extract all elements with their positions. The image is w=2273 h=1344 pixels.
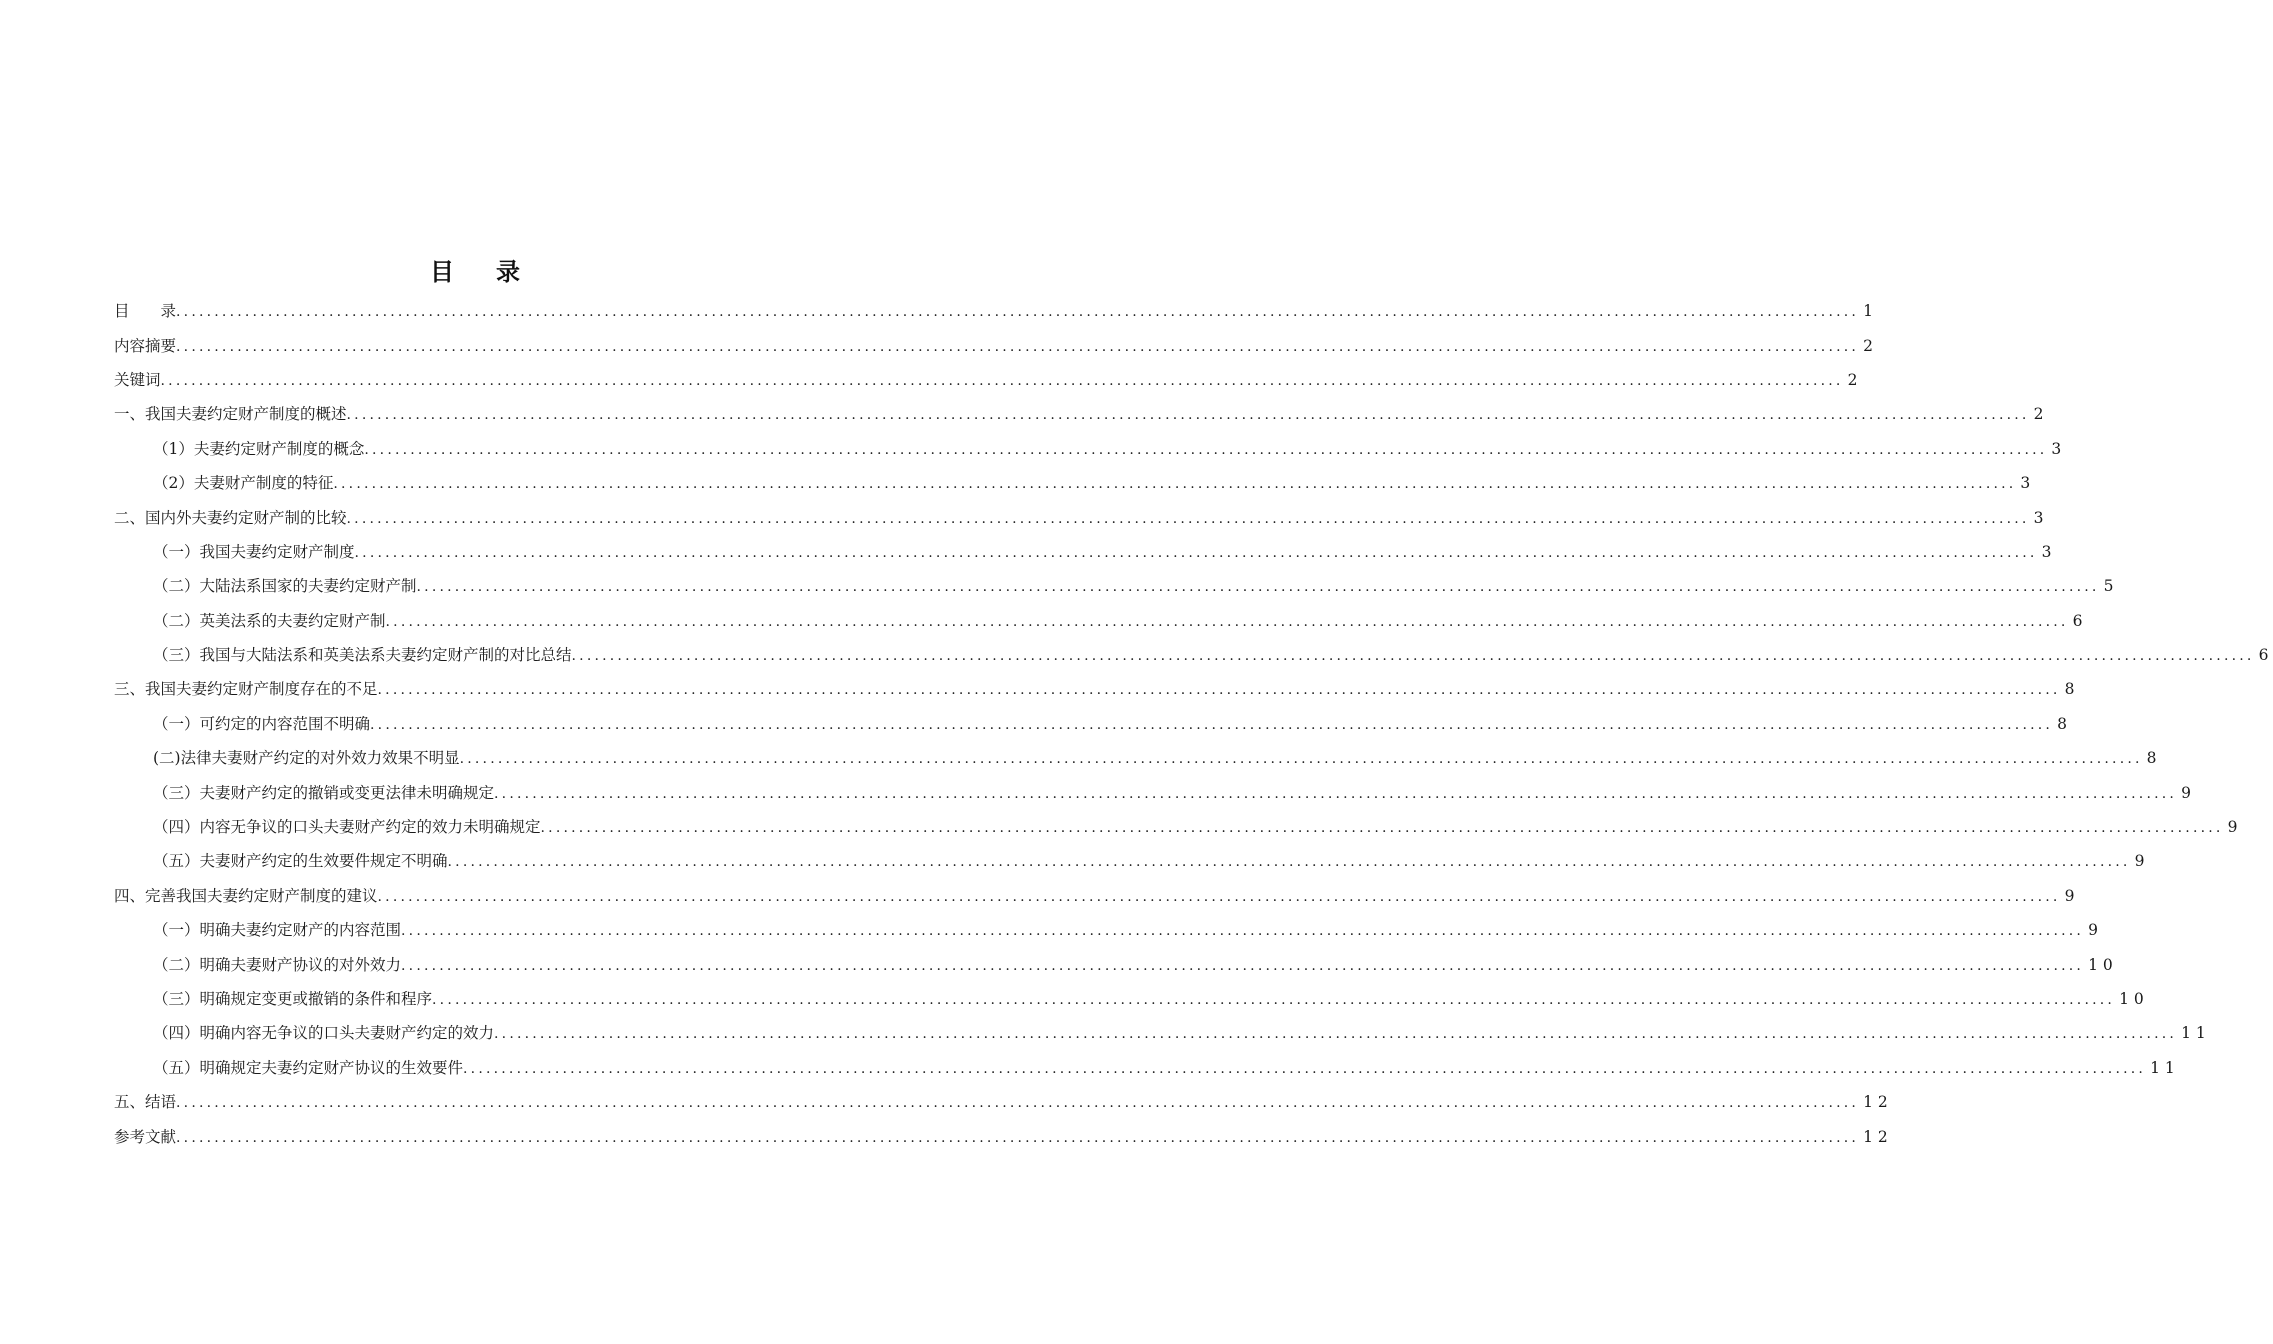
toc-entry[interactable] [114, 294, 1878, 328]
dot-leader: ............................................................................................................................................................................................................................ [176, 1095, 1860, 1112]
toc-entry-label: （五）夫妻财产约定的生效要件规定不明确 [153, 852, 448, 871]
toc-entry-page-number: 3 [2020, 474, 2036, 493]
toc-entry-page-number: 8 [2057, 714, 2072, 733]
dot-leader: ............................................................................................................................................................................................................................ [346, 510, 2030, 527]
toc-entry-label: （四）内容无争议的口头夫妻财产约定的效力未明确规定 [153, 818, 541, 837]
toc-entry-label: 关键词 [114, 370, 161, 389]
dot-leader: ............................................................................................................................................................................................................................ [346, 407, 2030, 424]
dot-leader: ............................................................................................................................................................................................................................ [459, 751, 2143, 768]
toc-entry-page-number: 3 [2033, 508, 2049, 527]
toc-entry-label: 参考文献 [114, 1127, 177, 1146]
toc-entry-label: （一）明确夫妻约定财产的内容范围 [153, 921, 402, 940]
toc-entry-label: （1）夫妻约定财产制度的概念 [153, 439, 365, 458]
toc-entry-label: （二）英美法系的夫妻约定财产制 [153, 611, 386, 630]
dot-leader: ............................................................................................................................................................................................................................ [416, 579, 2100, 596]
toc-entry-page-number: 12 [1863, 1093, 1893, 1112]
toc-entry[interactable] [114, 638, 2273, 672]
toc-entry-page-number: 10 [2119, 990, 2149, 1008]
toc-entry[interactable] [114, 1085, 1893, 1119]
toc-entry-label: （二）明确夫妻财产协议的对外效力 [153, 955, 402, 974]
dot-leader: ............................................................................................................................................................................................................................ [160, 372, 1844, 389]
dot-leader: ............................................................................................................................................................................................................................ [377, 888, 2061, 905]
toc-entry-label: 三、我国夫妻约定财产制度存在的不足 [114, 680, 378, 699]
toc-entry-page-number: 3 [2051, 439, 2067, 458]
toc-entry-label: 二、国内外夫妻约定财产制的比较 [114, 508, 347, 527]
dot-leader: ............................................................................................................................................................................................................................ [447, 854, 2131, 871]
toc-entry[interactable] [114, 604, 2088, 638]
toc-entry-label: （二）大陆法系国家的夫妻约定财产制 [153, 577, 417, 596]
toc-entry-label: （五）明确规定夫妻约定财产协议的生效要件 [153, 1058, 464, 1077]
table-of-contents [114, 294, 2273, 1154]
toc-entry[interactable] [114, 879, 2080, 913]
toc-entry-page-number: 3 [2041, 542, 2057, 561]
toc-entry-label: 四、完善我国夫妻约定财产制度的建议 [114, 886, 378, 905]
toc-entry[interactable] [114, 1051, 2180, 1085]
dot-leader: ............................................................................................................................................................................................................................ [401, 923, 2085, 940]
toc-entry[interactable] [114, 913, 2103, 947]
dot-leader: ............................................................................................................................................................................................................................ [176, 1129, 1860, 1146]
toc-entry[interactable] [114, 775, 2196, 809]
dot-leader: ............................................................................................................................................................................................................................ [176, 304, 1860, 321]
toc-entry[interactable] [114, 535, 2057, 569]
toc-entry-page-number: 2 [1847, 370, 1863, 389]
toc-entry-label: 五、结语 [114, 1093, 177, 1112]
dot-leader: ............................................................................................................................................................................................................................ [494, 785, 2178, 802]
dot-leader: ............................................................................................................................................................................................................................ [494, 1026, 2178, 1043]
toc-entry-label: （2）夫妻财产制度的特征 [153, 474, 334, 493]
toc-entry-label: （一）我国夫妻约定财产制度 [153, 542, 355, 561]
toc-entry[interactable] [114, 328, 1878, 362]
toc-entry-page-number: 2 [2033, 405, 2049, 424]
toc-entry-label: （三）夫妻财产约定的撤销或变更法律未明确规定 [153, 783, 495, 802]
toc-entry-label: 一、我国夫妻约定财产制度的概述 [114, 405, 347, 424]
dot-leader: ............................................................................................................................................................................................................................ [385, 613, 2069, 630]
toc-entry[interactable] [114, 363, 1863, 397]
toc-entry[interactable] [114, 810, 2243, 844]
toc-entry[interactable] [114, 397, 2049, 431]
toc-entry-page-number: 9 [2134, 852, 2150, 871]
toc-entry-page-number: 8 [2064, 680, 2080, 699]
dot-leader: ............................................................................................................................................................................................................................ [176, 338, 1860, 355]
toc-entry[interactable] [114, 672, 2080, 706]
toc-entry[interactable] [114, 947, 2118, 981]
toc-entry[interactable] [114, 500, 2049, 534]
dot-leader: ............................................................................................................................................................................................................................ [377, 682, 2061, 699]
dot-leader: ............................................................................................................................................................................................................................ [463, 1060, 2147, 1077]
toc-entry-page-number: 9 [2064, 886, 2080, 905]
toc-entry-page-number: 10 [2088, 955, 2118, 974]
toc-entry-label: （三）我国与大陆法系和英美法系夫妻约定财产制的对比总结 [153, 646, 572, 665]
toc-entry[interactable] [114, 569, 2119, 603]
toc-entry-page-number: 5 [2103, 577, 2119, 596]
toc-entry[interactable] [114, 432, 2067, 466]
toc-entry-page-number: 8 [2146, 749, 2162, 768]
toc-entry-label: （四）明确内容无争议的口头夫妻财产约定的效力 [153, 1024, 495, 1043]
toc-entry[interactable] [114, 1119, 1893, 1153]
dot-leader: ............................................................................................................................................................................................................................ [571, 648, 2255, 665]
dot-leader: ............................................................................................................................................................................................................................ [364, 441, 2048, 458]
toc-entry-label: 内容摘要 [114, 336, 177, 355]
toc-entry-label: （三）明确规定变更或撤销的条件和程序 [153, 990, 433, 1008]
toc-entry[interactable] [114, 1016, 2211, 1050]
toc-entry-page-number: 12 [1863, 1127, 1893, 1146]
toc-entry[interactable] [114, 741, 2162, 775]
dot-leader: ............................................................................................................................................................................................................................ [370, 716, 2054, 733]
toc-entry-page-number: 6 [2072, 611, 2088, 630]
toc-entry[interactable] [114, 466, 2036, 500]
toc-entry[interactable] [114, 707, 2072, 741]
toc-entry-page-number: 9 [2181, 783, 2196, 802]
dot-leader: ............................................................................................................................................................................................................................ [354, 544, 2038, 561]
toc-entry[interactable] [114, 982, 2149, 1016]
toc-entry-label: 目 录 [114, 302, 177, 321]
toc-entry[interactable] [114, 844, 2150, 878]
toc-heading: 目录 [430, 258, 562, 286]
dot-leader: ............................................................................................................................................................................................................................ [540, 820, 2224, 837]
toc-entry-page-number: 6 [2258, 646, 2273, 665]
toc-entry-page-number: 9 [2227, 818, 2243, 837]
toc-entry-label: (二)法律夫妻财产约定的对外效力效果不明显 [153, 749, 460, 768]
dot-leader: ............................................................................................................................................................................................................................ [432, 992, 2116, 1008]
toc-entry-page-number: 2 [1863, 336, 1878, 355]
dot-leader: ............................................................................................................................................................................................................................ [333, 476, 2017, 493]
toc-entry-page-number: 11 [2150, 1058, 2180, 1077]
toc-entry-page-number: 11 [2181, 1024, 2211, 1043]
toc-entry-label: （一）可约定的内容范围不明确 [153, 714, 371, 733]
toc-entry-page-number: 1 [1863, 302, 1878, 321]
dot-leader: ............................................................................................................................................................................................................................ [401, 957, 2085, 974]
toc-entry-page-number: 9 [2088, 921, 2103, 940]
